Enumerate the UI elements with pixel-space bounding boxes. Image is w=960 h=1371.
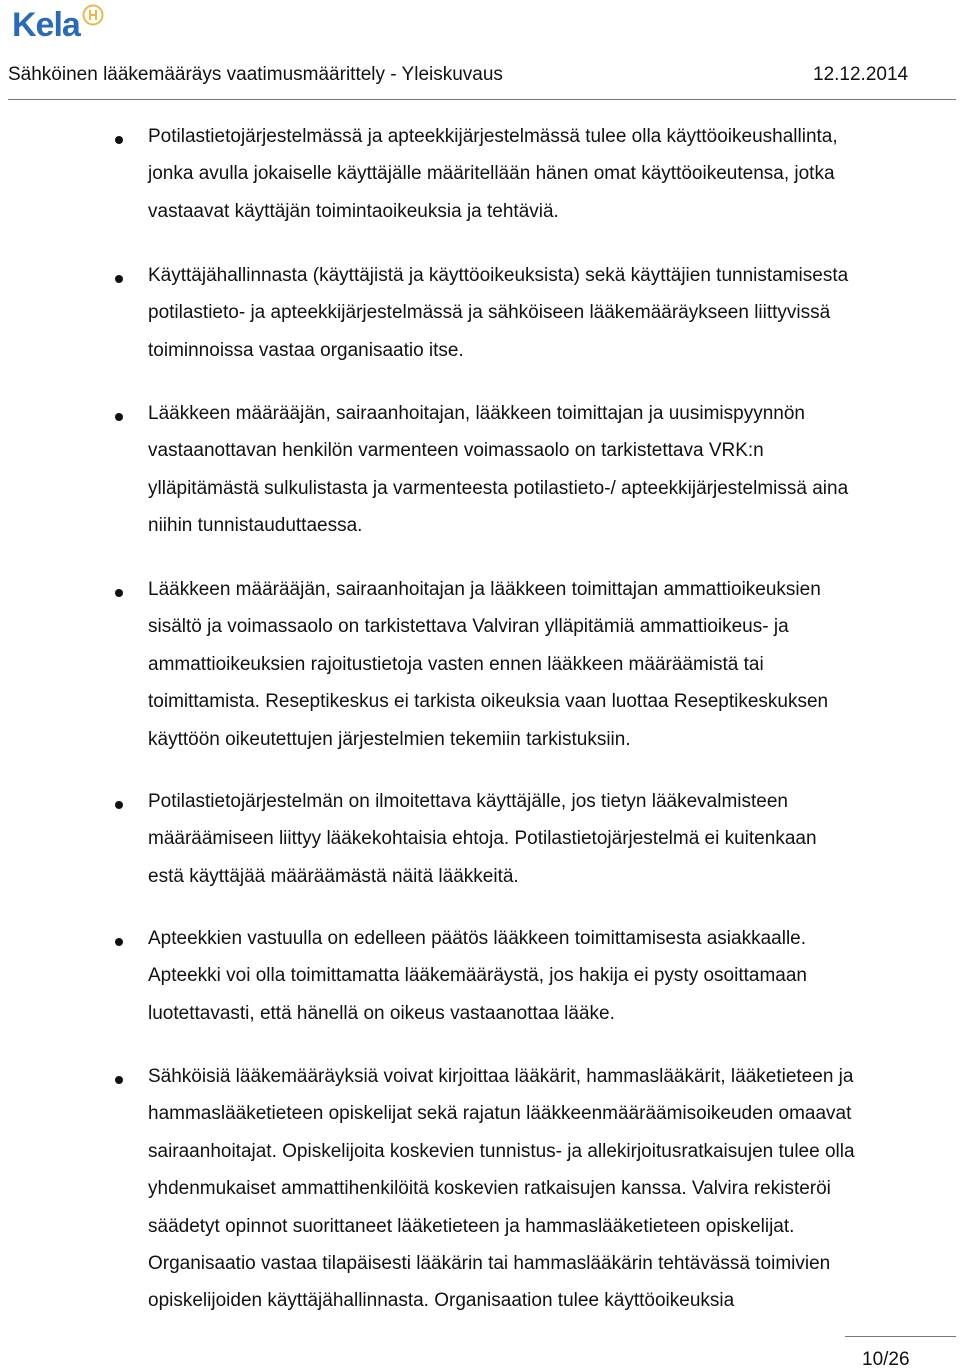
text-line: Apteekki voi olla toimittamatta lääkemääräystä, jos hakija ei pysty osoittamaan: [148, 965, 807, 987]
text-line: Organisaatio vastaa tilapäisesti lääkärin tai hammaslääkärin tehtävässä toimivien: [148, 1253, 831, 1275]
text-line: estä käyttäjää määräämästä näitä lääkkeitä.: [148, 865, 519, 887]
text-line: luotettavasti, että hänellä on oikeus vastaanottaa lääke.: [148, 1002, 615, 1024]
bullet-marker: [115, 801, 123, 809]
bullet-text: [148, 118, 958, 230]
text-line: Potilastietojärjestelmässä ja apteekkijärjestelmässä tulee olla käyttöoikeushallinta,: [148, 126, 838, 147]
text-line: opiskelijoiden käyttäjähallinnasta. Organisaation tulee käyttöoikeuksia: [148, 1290, 735, 1312]
text-line: sisältö ja voimassaolo on tarkistettava Valviran ylläpitämiä ammattioikeus- ja: [148, 616, 789, 638]
text-line: ammattioikeuksien rajoitustietoja vasten ennen lääkkeen määräämistä tai: [148, 653, 764, 675]
text-line: Sähköisiä lääkemääräyksiä voivat kirjoittaa lääkärit, hammaslääkärit, lääketieteen ja: [148, 1066, 854, 1087]
text-line: Apteekkien vastuulla on edelleen päätös lääkkeen toimittamisesta asiakkaalle.: [148, 928, 807, 949]
bullet-text: [148, 257, 958, 369]
text-line: määräämiseen liittyy lääkekohtaisia ehtoja. Potilastietojärjestelmä ei kuitenkaan: [148, 828, 817, 850]
bullet-text: [148, 1058, 958, 1320]
bullet-text: [148, 783, 958, 895]
footer-divider: [845, 1336, 956, 1337]
bullet-marker: [115, 1076, 123, 1084]
document-title: Sähköinen lääkemääräys vaatimusmäärittely - Yleiskuvaus: [8, 64, 503, 85]
text-line: toiminnoissa vastaa organisaatio itse.: [148, 339, 464, 361]
text-line: jonka avulla jokaiselle käyttäjälle määritellään hänen omat käyttöoikeutensa, jotka: [148, 163, 835, 185]
text-line: vastaavat käyttäjän toimintaoikeuksia ja tehtäviä.: [148, 200, 559, 222]
document-date: 12.12.2014: [813, 64, 909, 85]
bullet-text: [148, 395, 958, 545]
text-line: hammaslääketieteen opiskelijat sekä rajatun lääkkeenmääräämisoikeuden omaavat: [148, 1103, 852, 1125]
text-line: toimittamista. Reseptikeskus ei tarkista oikeuksia vaan luottaa Reseptikeskuksen: [148, 691, 829, 713]
text-line: käyttöön oikeutettujen järjestelmien tekemiin tarkistuksiin.: [148, 728, 631, 750]
text-line: ylläpitämästä sulkulistasta ja varmenteesta potilastieto-/ apteekkijärjestelmissä aina: [148, 477, 849, 499]
page-number: 10/26: [862, 1349, 910, 1370]
text-line: Potilastietojärjestelmän on ilmoitettava käyttäjälle, jos tietyn lääkevalmisteen: [148, 791, 788, 812]
text-line: yhdenmukaiset ammattihenkilöitä koskevien ratkaisujen kanssa. Valvira rekisteröi: [148, 1178, 831, 1200]
bullet-marker: [115, 938, 123, 946]
bullet-marker: [115, 413, 123, 421]
bullet-marker: [115, 589, 123, 597]
bullet-text: [148, 920, 958, 1032]
text-line: vastaanottavan henkilön varmenteen voimassaolo on tarkistettava VRK:n: [148, 440, 764, 462]
bullet-text: [148, 571, 958, 758]
logo-emblem-icon: [82, 4, 104, 26]
bullet-marker: [115, 136, 123, 144]
logo-wordmark: Kela: [12, 6, 80, 44]
bullet-marker: [115, 275, 123, 283]
kela-logo: [12, 2, 102, 46]
text-line: sairaanhoitajat. Opiskelijoita koskevien tunnistus- ja allekirjoitusratkaisujen tulee olla: [148, 1140, 855, 1162]
text-line: Käyttäjähallinnasta (käyttäjistä ja käyttöoikeuksista) sekä käyttäjien tunnistamisesta: [148, 265, 849, 286]
text-line: niihin tunnistauduttaessa.: [148, 515, 363, 537]
header-divider: [8, 99, 956, 100]
text-line: potilastieto- ja apteekkijärjestelmässä ja sähköiseen lääkemääräykseen liittyvissä: [148, 302, 831, 324]
text-line: Lääkkeen määrääjän, sairaanhoitajan ja lääkkeen toimittajan ammattioikeuksien: [148, 579, 821, 600]
text-line: säädetyt opinnot suorittaneet lääketieteen ja hammaslääketieteen opiskelijat.: [148, 1215, 795, 1237]
text-line: Lääkkeen määrääjän, sairaanhoitajan, lääkkeen toimittajan ja uusimispyynnön: [148, 403, 805, 424]
